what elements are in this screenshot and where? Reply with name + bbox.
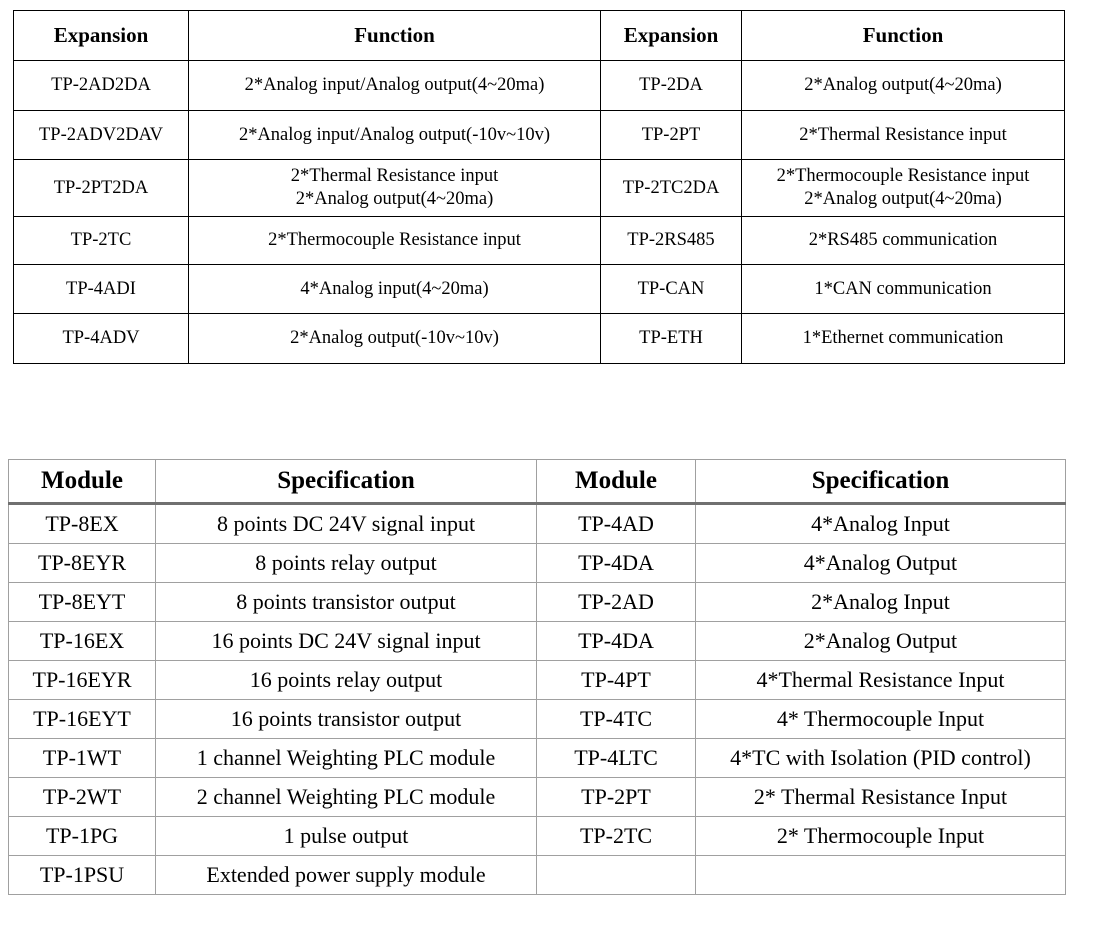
function-line: 2*Analog input/Analog output(-10v~10v) xyxy=(238,124,551,145)
specification-cell: 4*Analog Input xyxy=(696,504,1066,544)
column-header-expansion: Expansion xyxy=(601,11,742,61)
function-line: 2*Analog output(4~20ma) xyxy=(804,75,1002,95)
expansion-cell: TP-CAN xyxy=(601,265,742,314)
module-specification-table xyxy=(8,459,1066,895)
table-row xyxy=(14,160,1065,217)
column-header-specification: Specification xyxy=(696,460,1066,504)
function-line: 2*Thermocouple Resistance input xyxy=(268,230,521,250)
table-row xyxy=(9,856,1066,895)
specification-cell: 8 points relay output xyxy=(156,544,537,583)
column-header-module: Module xyxy=(9,460,156,504)
module-cell: TP-8EX xyxy=(9,504,156,544)
table-row xyxy=(9,817,1066,856)
specification-cell: Extended power supply module xyxy=(156,856,537,895)
specification-cell: 1 channel Weighting PLC module xyxy=(156,739,537,778)
column-header-specification: Specification xyxy=(156,460,537,504)
specification-cell: 8 points DC 24V signal input xyxy=(156,504,537,544)
expansion-cell: TP-2RS485 xyxy=(601,217,742,265)
table-row xyxy=(14,61,1065,111)
module-cell: TP-16EX xyxy=(9,622,156,661)
module-cell: TP-2AD xyxy=(537,583,696,622)
function-line: 2*Analog input/Analog output(4~20ma) xyxy=(244,75,545,95)
specification-cell: 4* Thermocouple Input xyxy=(696,700,1066,739)
table-header-row xyxy=(9,460,1066,504)
module-cell: TP-16EYT xyxy=(9,700,156,739)
table-row xyxy=(14,265,1065,314)
expansion-cell: TP-ETH xyxy=(601,314,742,364)
specification-cell: 16 points relay output xyxy=(156,661,537,700)
function-cell xyxy=(742,314,1065,364)
module-cell: TP-2TC xyxy=(537,817,696,856)
module-cell: TP-4AD xyxy=(537,504,696,544)
table-row xyxy=(14,111,1065,160)
table-row xyxy=(9,583,1066,622)
function-cell xyxy=(189,61,601,111)
expansion-function-table xyxy=(13,10,1065,364)
function-line: 4*Analog input(4~20ma) xyxy=(300,278,489,299)
specification-cell: 4*Thermal Resistance Input xyxy=(696,661,1066,700)
module-cell: TP-1WT xyxy=(9,739,156,778)
module-cell: TP-4DA xyxy=(537,622,696,661)
expansion-cell: TP-2PT xyxy=(601,111,742,160)
specification-cell: 2* Thermal Resistance Input xyxy=(696,778,1066,817)
function-cell xyxy=(189,217,601,265)
column-header-expansion: Expansion xyxy=(14,11,189,61)
function-cell xyxy=(189,160,601,217)
function-line: 1*CAN communication xyxy=(814,278,992,299)
module-cell: TP-8EYT xyxy=(9,583,156,622)
specification-cell: 8 points transistor output xyxy=(156,583,537,622)
function-cell xyxy=(742,160,1065,217)
function-line: 2*Analog output(-10v~10v) xyxy=(290,328,499,348)
table-row xyxy=(9,739,1066,778)
function-cell xyxy=(742,111,1065,160)
table-row xyxy=(9,700,1066,739)
table-row xyxy=(14,314,1065,364)
specification-cell: 16 points DC 24V signal input xyxy=(156,622,537,661)
specification-cell: 2*Analog Input xyxy=(696,583,1066,622)
module-cell: TP-2PT xyxy=(537,778,696,817)
module-cell: TP-4DA xyxy=(537,544,696,583)
expansion-cell: TP-4ADI xyxy=(14,265,189,314)
module-cell xyxy=(537,856,696,895)
expansion-cell: TP-2TC xyxy=(14,217,189,265)
expansion-cell: TP-2TC2DA xyxy=(601,160,742,217)
function-line: 2*Analog output(4~20ma) xyxy=(295,189,494,209)
function-cell xyxy=(189,111,601,160)
expansion-cell: TP-2DA xyxy=(601,61,742,111)
table-row xyxy=(9,778,1066,817)
module-cell: TP-4LTC xyxy=(537,739,696,778)
specification-cell: 2*Analog Output xyxy=(696,622,1066,661)
expansion-cell: TP-2AD2DA xyxy=(14,61,189,111)
module-cell: TP-1PSU xyxy=(9,856,156,895)
table-row xyxy=(9,661,1066,700)
specification-cell: 2 channel Weighting PLC module xyxy=(156,778,537,817)
column-header-module: Module xyxy=(537,460,696,504)
module-cell: TP-8EYR xyxy=(9,544,156,583)
function-cell xyxy=(189,314,601,364)
module-cell: TP-16EYR xyxy=(9,661,156,700)
module-cell: TP-4TC xyxy=(537,700,696,739)
specification-cell: 2* Thermocouple Input xyxy=(696,817,1066,856)
column-header-function: Function xyxy=(742,11,1065,61)
specification-cell: 16 points transistor output xyxy=(156,700,537,739)
specification-cell: 1 pulse output xyxy=(156,817,537,856)
function-cell xyxy=(742,217,1065,265)
function-line: 1*Ethernet communication xyxy=(802,328,1004,348)
table-header-row xyxy=(14,11,1065,61)
function-cell xyxy=(189,265,601,314)
expansion-cell: TP-2ADV2DAV xyxy=(14,111,189,160)
function-cell xyxy=(742,61,1065,111)
specification-cell: 4*Analog Output xyxy=(696,544,1066,583)
table-row xyxy=(14,217,1065,265)
function-line: 2*RS485 communication xyxy=(808,230,998,250)
function-cell xyxy=(742,265,1065,314)
function-line: 2*Thermal Resistance input xyxy=(799,124,1007,145)
function-line: 2*Thermocouple Resistance input xyxy=(776,166,1030,186)
table-row xyxy=(9,622,1066,661)
table-row xyxy=(9,544,1066,583)
expansion-cell: TP-4ADV xyxy=(14,314,189,364)
function-line: 2*Analog output(4~20ma) xyxy=(804,189,1002,209)
expansion-cell: TP-2PT2DA xyxy=(14,160,189,217)
specification-cell: 4*TC with Isolation (PID control) xyxy=(696,739,1066,778)
module-cell: TP-1PG xyxy=(9,817,156,856)
table-row xyxy=(9,504,1066,544)
function-line: 2*Thermal Resistance input xyxy=(290,166,499,186)
module-cell: TP-4PT xyxy=(537,661,696,700)
specification-cell xyxy=(696,856,1066,895)
column-header-function: Function xyxy=(189,11,601,61)
module-cell: TP-2WT xyxy=(9,778,156,817)
